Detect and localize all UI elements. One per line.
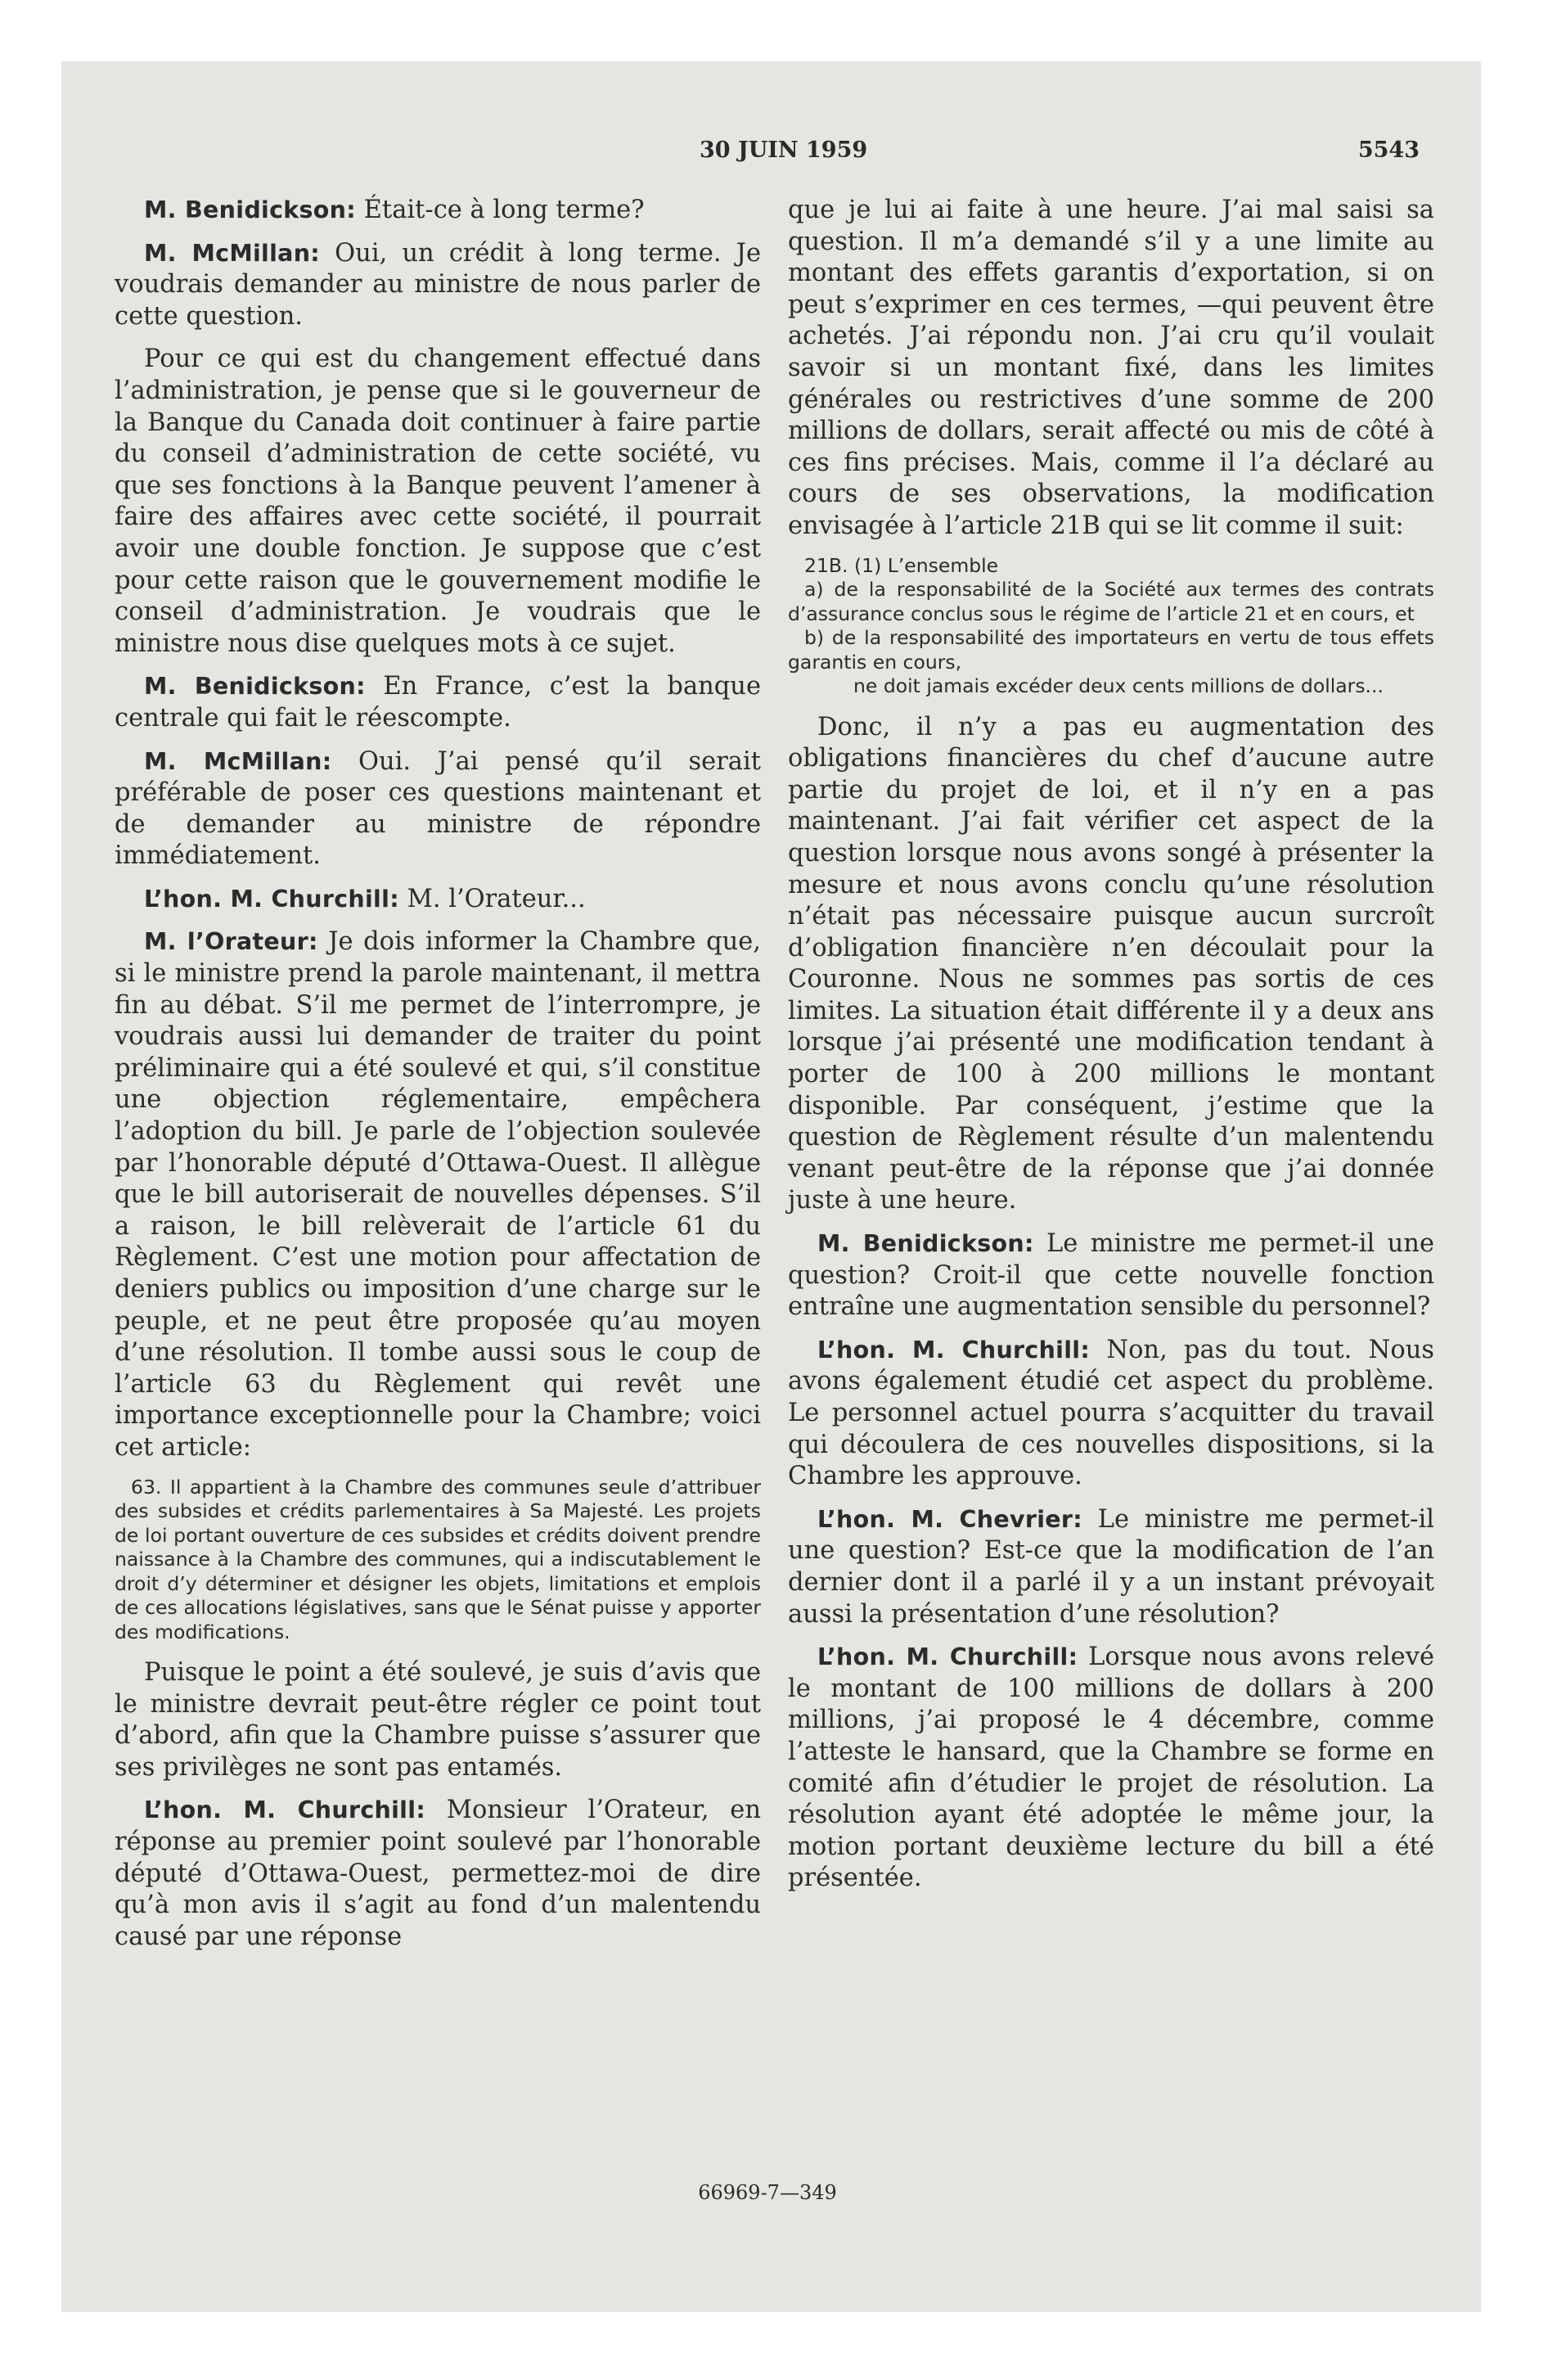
speaker-name: L’hon. M. Chevrier: (817, 1505, 1082, 1533)
speech-text: Le ministre me permet-il une question? Croit-il que cette nouvelle fonction entraîne une augmentation sensible du personnel? (788, 1229, 1434, 1322)
speech (115, 926, 761, 1463)
speaker-name: L’hon. M. Churchill: (817, 1336, 1091, 1364)
speaker-name: L’hon. M. Churchill: (144, 1796, 426, 1824)
speech (115, 884, 761, 916)
quote-line: a) de la responsabilité de la Société aux termes des contrats d’assurance conclus sous le régime de l’article 21 et en cours, et (788, 578, 1434, 625)
speaker-name: M. l’Orateur: (144, 928, 318, 956)
speech-text: Était-ce à long terme? (363, 196, 645, 224)
speaker-name: L’hon. M. Churchill: (817, 1643, 1078, 1671)
header-page-number: 5543 (1357, 137, 1420, 163)
paragraph: Donc, il n’y a pas eu augmentation des obligations financières du chef d’aucune autre partie du projet de loi, et il n’y en a pas maintenant. J’ai fait vérifier cet aspect de la question lorsque nous avons songé à présenter la mesure et nous avons conclu qu’une résolution n’était pas nécessaire puisque aucun surcroît d’obligation financière n’en découlait pour la Couronne. Nous ne sommes pas sortis de ces limites. La situation était différente il y a deux ans lorsque j’ai présenté une modification tendant à porter de 100 à 200 millions le montant disponible. Par conséquent, j’estime que la question de Règlement résulte d’un malentendu venant peut-être de la réponse que j’ai donnée juste à une heure. (788, 712, 1434, 1215)
speech (115, 238, 761, 333)
speech-text: Oui. J’ai pensé qu’il serait préférable de poser ces questions maintenant et de demander au ministre de répondre immédiatement. (115, 746, 761, 871)
speech-text: Oui, un crédit à long terme. Je voudrais demander au ministre de nous parler de cette question. (115, 238, 761, 331)
printer-signature: 66969-7—349 (698, 2181, 837, 2204)
paragraph-continued: que je lui ai faite à une heure. J’ai mal saisi sa question. Il m’a demandé s’il y a une limite au montant des effets garantis d’exportation, si on peut s’exprimer en ces termes, —qui peuvent être achetés. J’ai répondu non. J’ai cru qu’il voulait savoir si un montant fixé, dans les limites générales ou restrictives d’une somme de 200 millions de dollars, serait affecté ou mis de côté à ces fins précises. Mais, comme il l’a déclaré au cours de ses observations, la modification envisagée à l’article 21B qui se lit comme il suit: (788, 196, 1434, 540)
quoted-article-63 (115, 1476, 761, 1645)
speech-text: Lorsque nous avons relevé le montant de 100 millions de dollars à 200 millions, j’ai proposé le 4 décembre, comme l’atteste le hansard, que la Chambre se forme en comité afin d’étudier le projet de résolution. La résolution ayant été adoptée le même jour, la motion portant deuxième lecture du bill a été présentée. (788, 1643, 1434, 1893)
speaker-name: M. McMillan: (144, 239, 321, 267)
speech-text: Le ministre me permet-il une question? Est-ce que la modification de l’an dernier dont il a parlé il y a un instant prévoyait aussi la présentation d’une résolution? (788, 1504, 1434, 1629)
quote-line: ne doit jamais excéder deux cents millions de dollars... (853, 674, 1384, 698)
speech-text: M. l’Orateur... (407, 884, 586, 913)
speech (788, 1504, 1434, 1630)
speech (788, 1642, 1434, 1895)
speech-text: Monsieur l’Orateur, en réponse au premier point soulevé par l’honorable député d’Ottawa-Ouest, permettez-moi de dire qu’à mon avis il s’agit au fond d’un malentendu causé par une réponse (115, 1796, 761, 1951)
speech (115, 195, 761, 227)
speaker-name: L’hon. M. Churchill: (144, 885, 399, 913)
left-column (115, 195, 761, 1964)
speech (115, 1795, 761, 1953)
quoted-article-21b (788, 554, 1434, 699)
speech (115, 746, 761, 872)
speech (115, 671, 761, 734)
quote-line: b) de la responsabilité des importateurs en vertu de tous effets garantis en cours, (788, 626, 1434, 674)
speaker-name: M. McMillan: (144, 747, 332, 775)
speaker-name: M. Benidickson: (817, 1230, 1034, 1258)
header-date: 30 JUIN 1959 (700, 137, 868, 163)
speech-text: Je dois informer la Chambre que, si le ministre prend la parole maintenant, il mettra fin au débat. S’il me permet de l’interrompre, je voudrais aussi lui demander de traiter du point préliminaire qui a été soulevé et qui, s’il constitue une objection réglementaire, empêchera l’adoption du bill. Je parle de l’objection soulevée par l’honorable député d’Ottawa-Ouest. Il allègue que le bill autoriserait de nouvelles dépenses. S’il a raison, le bill relèverait de l’article 61 du Règlement. C’est une motion pour affectation de deniers publics ou imposition d’une charge sur le peuple, et ne peut être proposée qu’au moyen d’une résolution. Il tombe aussi sous le coup de l’article 63 du Règlement qui revêt une importance exceptionnelle pour la Chambre; voici cet article: (115, 927, 761, 1462)
speaker-name: M. Benidickson: (144, 196, 356, 223)
paragraph: Puisque le point a été soulevé, je suis d’avis que le ministre devrait peut-être régler ce point tout d’abord, afin que la Chambre puisse s’assurer que ses privilèges ne sont pas entamés. (115, 1658, 761, 1782)
right-column (788, 195, 1434, 1906)
speaker-name: M. Benidickson: (144, 673, 366, 701)
speech (788, 1228, 1434, 1323)
speech-text: Non, pas du tout. Nous avons également étudié cet aspect du problème. Le personnel actuel pourra s’acquitter du travail qui découlera de ces nouvelles dispositions, si la Chambre les approuve. (788, 1335, 1434, 1491)
speech (788, 1335, 1434, 1493)
quote-line: 21B. (1) L’ensemble (804, 553, 999, 577)
quote-line: 63. Il appartient à la Chambre des communes seule d’attribuer des subsides et crédits parlementaires à Sa Majesté. Les projets de loi portant ouverture de ces subsides et crédits doivent prendre naissance à la Chambre des communes, qui a indiscutablement le droit d’y déterminer et désigner les objets, limitations et emplois de ces allocations législatives, sans que le Sénat puisse y apporter des modifications. (115, 1475, 761, 1643)
paragraph: Pour ce qui est du changement effectué dans l’administration, je pense que si le gouverneur de la Banque du Canada doit continuer à faire partie du conseil d’administration de cette société, vu que ses fonctions à la Banque peuvent l’amener à faire des affaires avec cette société, il pourrait avoir une double fonction. Je suppose que c’est pour cette raison que le gouvernement modifie le conseil d’administration. Je voudrais que le ministre nous dise quelques mots à ce sujet. (115, 345, 761, 658)
speech-text: En France, c’est la banque centrale qui fait le réescompte. (115, 672, 762, 732)
